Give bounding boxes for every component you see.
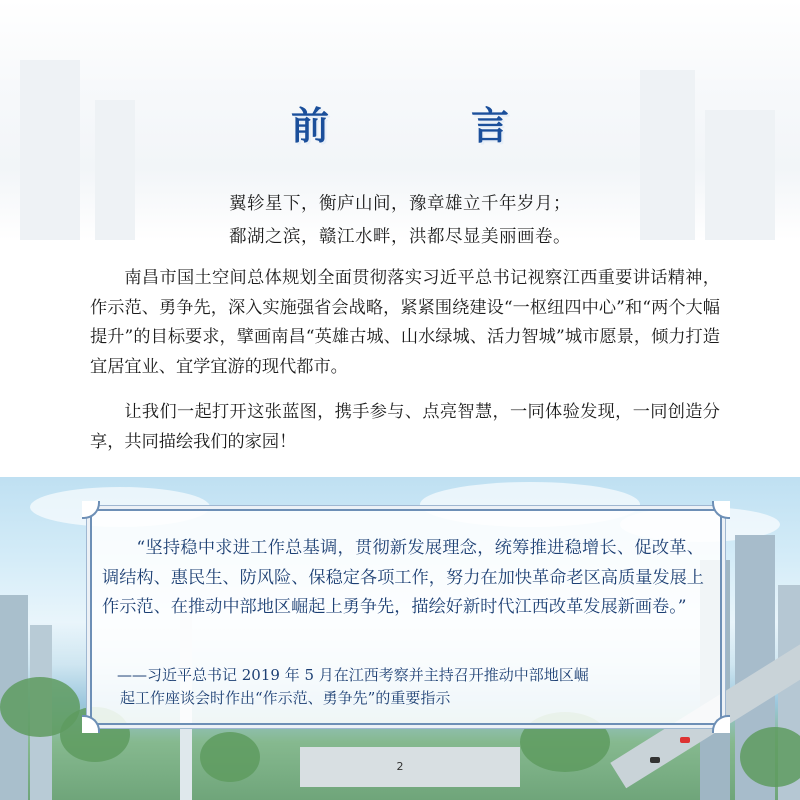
attribution-line-2: 起工作座谈会时作出“作示范、勇争先”的重要指示 [120,688,451,707]
poem-line-2: 鄱湖之滨，赣江水畔，洪都尽显美丽画卷。 [229,227,571,247]
attribution-line-1: ——习近平总书记 2019 年 5 月在江西考察并主持召开推动中部地区崛 [117,666,589,684]
quote-text: “坚持稳中求进工作总基调，贯彻新发展理念，统筹推进稳增长、促改革、调结构、惠民生、防风险、保稳定各项工作，努力在加快革命老区高质量发展上作示范、在推动中部地区崛起上勇争先，描绘好新时代江西改革发展新画卷。” [102,538,704,617]
frame-corner-ornament [82,715,100,733]
page-number: 2 [396,760,404,773]
frame-corner-ornament [82,501,100,519]
frame-corner-ornament [712,501,730,519]
closing-paragraph: 让我们一起打开这张蓝图，携手参与、点亮智慧，一同体验发现，一同创造分享，共同描绘我们的家园！ [90,402,720,452]
poem-line-1: 翼轸星下，衡庐山间，豫章雄立千年岁月； [229,194,571,214]
frame-corner-ornament [712,715,730,733]
intro-paragraph: 南昌市国土空间总体规划全面贯彻落实习近平总书记视察江西重要讲话精神，作示范、勇争先，深入实施强省会战略，紧紧围绕建设“一枢纽四中心”和“两个大幅提升”的目标要求，擘画南昌“英雄古城、山水绿城、活力智城”城市愿景，倾力打造宜居宜业、宜学宜游的现代都市。 [90,268,720,377]
quote-attribution [102,664,704,709]
page-title: 前 言 [290,104,561,148]
